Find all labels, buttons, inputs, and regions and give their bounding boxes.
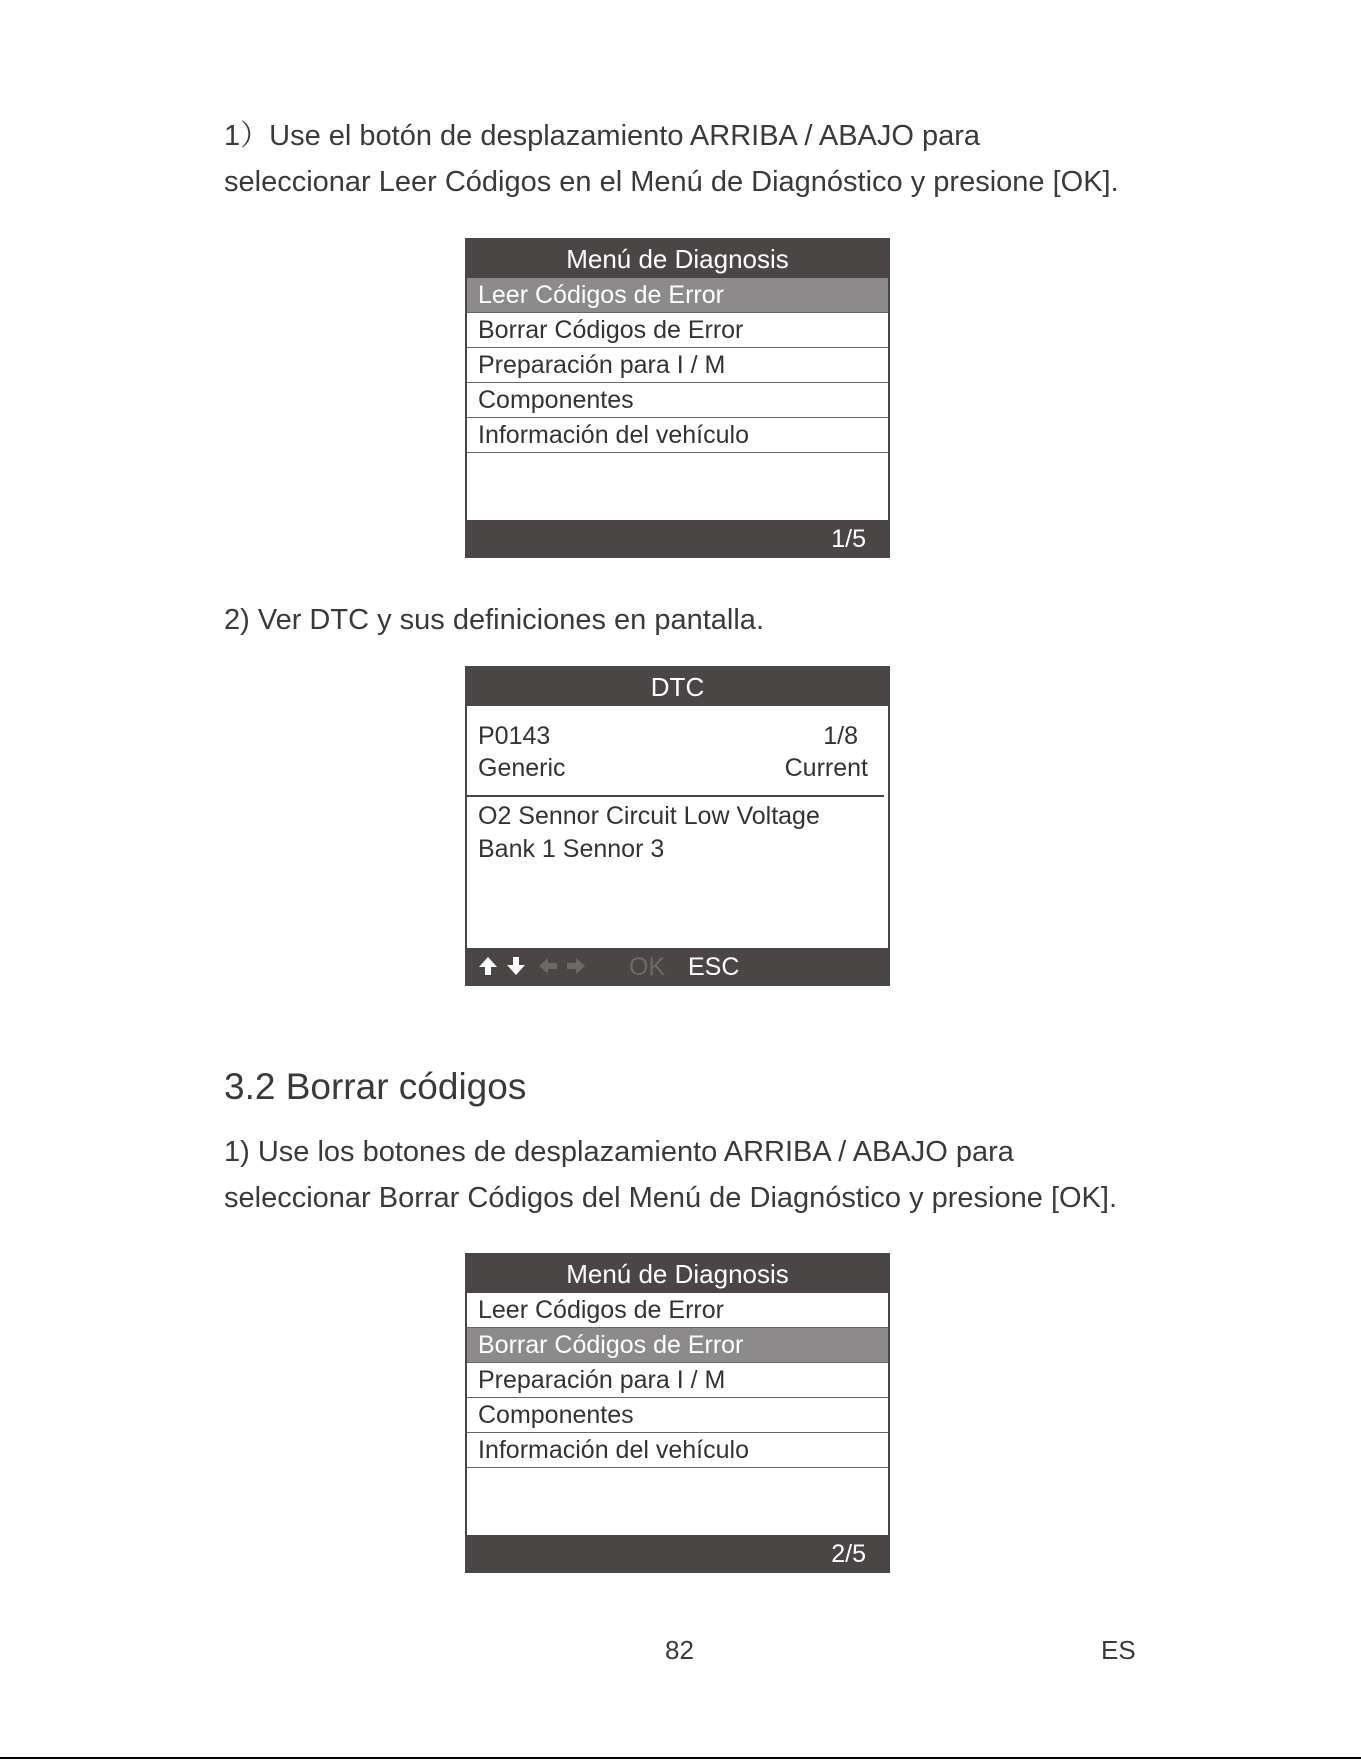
menu-list [467,278,888,453]
menu-item-im-readiness[interactable]: Preparación para I / M [467,1363,888,1398]
nav-icons [477,948,587,984]
diagnosis-menu-screen-2 [465,1253,890,1573]
menu-item-components[interactable]: Componentes [467,383,888,418]
dtc-count: 1/8 [823,722,858,750]
section-step1-line1: 1) Use los botones de desplazamiento ARRIBA / ABAJO para [224,1136,1014,1168]
menu-item-vehicle-info[interactable]: Información del vehículo [467,418,888,453]
menu-item-components[interactable]: Componentes [467,1398,888,1433]
step1-paragraph [224,113,1119,205]
dtc-description-line1: O2 Sennor Circuit Low Voltage [478,802,820,830]
screen-title: Menú de Diagnosis [467,240,888,278]
menu-item-erase-codes[interactable]: Borrar Códigos de Error [467,1328,888,1363]
page-indicator: 1/5 [831,525,866,553]
dtc-type-row [478,754,868,783]
ok-label: OK [629,953,666,981]
dtc-screen [465,666,890,986]
page-number: 82 [665,1635,694,1665]
menu-item-erase-codes[interactable]: Borrar Códigos de Error [467,313,888,348]
language-code: ES [1101,1635,1136,1665]
screen-title: Menú de Diagnosis [467,1255,888,1293]
section-heading: 3.2 Borrar códigos [224,1066,527,1107]
dtc-description [478,800,820,866]
screen-footer [467,1535,888,1571]
menu-item-vehicle-info[interactable]: Información del vehículo [467,1433,888,1468]
menu-item-read-codes[interactable]: Leer Códigos de Error [467,1293,888,1328]
step2-paragraph [224,597,764,643]
step1-line2: seleccionar Leer Códigos en el Menú de Diagnóstico y presione [OK]. [224,166,1119,198]
arrow-up-icon[interactable] [477,955,499,977]
dtc-status: Current [784,754,868,782]
step2-text: 2) Ver DTC y sus definiciones en pantalla. [224,604,764,636]
section-step1-line2: seleccionar Borrar Códigos del Menú de Diagnóstico y presione [OK]. [224,1182,1118,1214]
page-indicator: 2/5 [831,1540,866,1568]
page-bottom-rule [0,1757,1361,1759]
arrow-left-icon [537,955,559,977]
menu-item-im-readiness[interactable]: Preparación para I / M [467,348,888,383]
screen-title: DTC [467,668,888,706]
menu-list [467,1293,888,1468]
arrow-right-icon [565,955,587,977]
esc-label[interactable]: ESC [688,953,740,981]
dtc-code-row [478,722,868,751]
diagnosis-menu-screen-1 [465,238,890,558]
screen-footer [467,520,888,556]
divider [467,795,884,797]
dtc-code: P0143 [478,722,551,750]
step1-line1: 1）Use el botón de desplazamiento ARRIBA / ABAJO para [224,120,981,152]
dtc-description-line2: Bank 1 Sennor 3 [478,835,665,863]
section-step1-paragraph [224,1129,1117,1221]
menu-item-read-codes[interactable]: Leer Códigos de Error [467,278,888,313]
dtc-type: Generic [478,754,566,782]
screen-footer [467,948,888,984]
arrow-down-icon[interactable] [505,955,527,977]
